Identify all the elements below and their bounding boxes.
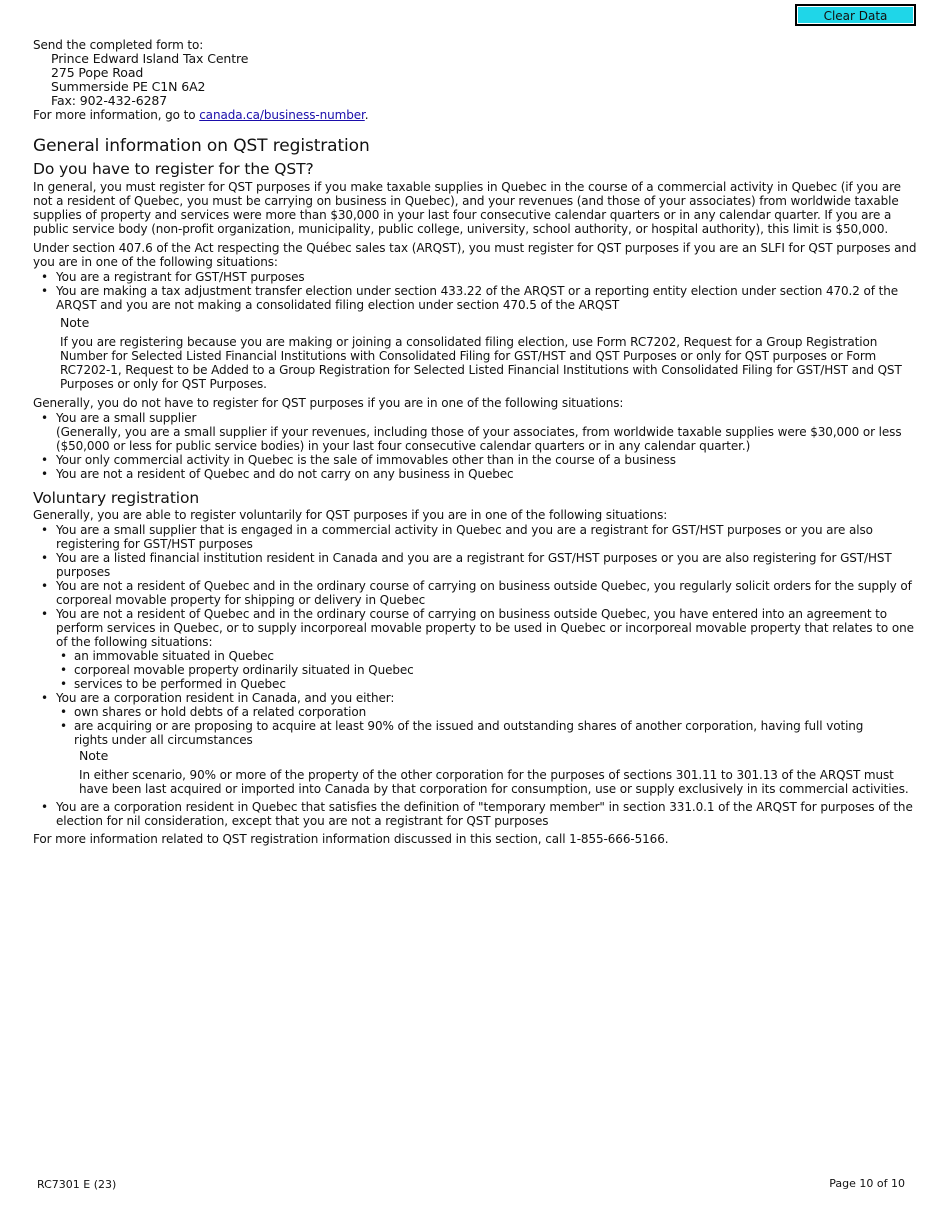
sub-list-item: • an immovable situated in Quebec — [56, 649, 918, 663]
sub-list-item: • are acquiring or are proposing to acquire at least 90% of the issued and outstanding shares of another corporation, having full voting rights under all circumstances — [56, 719, 918, 747]
note-body: If you are registering because you are making or joining a consolidated filing election, use Form RC7202, Request for a Group Registration Number for Selected Listed Financial Institutions with Consolidated Filing for GST/HST and QST Purposes or only for QST purposes or Form RC7202-1, Request to be Added to a Group Registration for Selected Listed Financial Institutions with Consolidated Filing for GST/HST and QST Purposes or only for QST Purposes. — [60, 335, 902, 391]
form-identifier: RC7301 E (23) — [37, 1178, 117, 1191]
note-title: Note — [60, 315, 90, 330]
more-info-line — [33, 108, 918, 122]
bullet-list — [33, 411, 918, 481]
list-item-text: You are a corporation resident in Canada, and you either: — [56, 691, 395, 705]
clear-data-button[interactable]: Clear Data — [796, 5, 915, 25]
page-title: General information on QST registration — [33, 136, 370, 156]
list-item: • You are not a resident of Quebec and in the ordinary course of carrying on business outside Quebec, you regularly solicit orders for the supply of corporeal movable property for shipping or delivery in Quebec — [33, 579, 918, 607]
list-item-text: You are not a resident of Quebec and in the ordinary course of carrying on business outside Quebec, you have entered into an agreement to perform services in Quebec, or to supply incorporeal movable property to be used in Quebec or incorporeal movable property that relates to one of the following situations: — [56, 607, 914, 649]
send-intro: Send the completed form to: — [33, 38, 204, 52]
page-number: Page 10 of 10 — [829, 1177, 905, 1190]
note-box — [33, 316, 918, 391]
note-body: In either scenario, 90% or more of the property of the other corporation for the purposes of sections 301.11 to 301.13 of the ARQST must have been last acquired or imported into Canada by that corporation for consumption, use or supply exclusively in its commercial activities. — [79, 768, 909, 796]
sub-list-item: • corporeal movable property ordinarily situated in Quebec — [56, 663, 918, 677]
note-title: Note — [79, 748, 109, 763]
list-item: • You are a registrant for GST/HST purposes — [33, 270, 918, 284]
list-item: • You are not a resident of Quebec and do not carry on any business in Quebec — [33, 467, 918, 481]
list-item — [33, 607, 918, 691]
sub-list — [56, 705, 918, 747]
list-item: • You are a listed financial institution resident in Canada and you are a registrant for GST/HST purposes or you are also registering for GST/HST purposes — [33, 551, 918, 579]
form-page-content — [33, 38, 918, 851]
list-item: • Your only commercial activity in Quebec is the sale of immovables other than in the course of a business — [33, 453, 918, 467]
list-item: • You are a corporation resident in Quebec that satisfies the definition of "temporary member" in section 331.0.1 of the ARQST for purposes of the election for nil consideration, except that you are not a registrant for QST purposes — [33, 800, 918, 828]
bullet-list — [33, 523, 918, 828]
address-line: Fax: 902-432-6287 — [51, 93, 168, 108]
closing-paragraph: For more information related to QST registration information discussed in this section, call 1-855-666-5166. — [33, 832, 669, 846]
bullet-list — [33, 270, 918, 312]
sub-list-item: • own shares or hold debts of a related corporation — [56, 705, 918, 719]
section-heading-voluntary: Voluntary registration — [33, 489, 200, 507]
sub-list — [56, 649, 918, 691]
paragraph: Generally, you are able to register voluntarily for QST purposes if you are in one of the following situations: — [33, 508, 668, 522]
address-line: Prince Edward Island Tax Centre — [51, 51, 249, 66]
mailing-address — [33, 52, 918, 108]
list-item — [33, 691, 918, 796]
list-item: • You are making a tax adjustment transfer election under section 433.22 of the ARQST or a reporting entity election under section 470.2 of the ARQST and you are not making a consolidated filing election under section 470.5 of the ARQST — [33, 284, 918, 312]
section-heading-register: Do you have to register for the QST? — [33, 160, 314, 178]
list-item: • You are a small supplier that is engaged in a commercial activity in Quebec and you are a registrant for GST/HST purposes or you are also registering for GST/HST purposes — [33, 523, 918, 551]
sub-list-item: • services to be performed in Quebec — [56, 677, 918, 691]
more-info-prefix: For more information, go to — [33, 108, 200, 122]
note-box — [56, 749, 918, 796]
paragraph: Under section 407.6 of the Act respecting the Québec sales tax (ARQST), you must register for QST purposes if you are an SLFI for QST purposes and you are in one of the following situations: — [33, 241, 917, 269]
more-info-suffix: . — [364, 108, 369, 122]
address-line: Summerside PE C1N 6A2 — [51, 79, 206, 94]
paragraph: In general, you must register for QST purposes if you make taxable supplies in Quebec in the course of a commercial activity in Quebec (if you are not a resident of Quebec, you must be carrying on business in Quebec), and your revenues (and those of your associates) from worldwide taxable supplies of property and services were more than $30,000 in your last four consecutive calendar quarters or in any calendar quarter. If you are a public service body (non-profit organization, municipality, public college, university, school authority, or hospital authority), this limit is $50,000. — [33, 180, 901, 236]
address-line: 275 Pope Road — [51, 65, 144, 80]
list-item: • You are a small supplier (Generally, you are a small supplier if your revenues, including those of your associates, from worldwide taxable supplies were $30,000 or less ($50,000 or less for public service bodies) in your last four consecutive calendar quarters or in any calendar quarter.) — [33, 411, 918, 453]
paragraph: Generally, you do not have to register for QST purposes if you are in one of the following situations: — [33, 396, 624, 410]
business-number-link[interactable]: canada.ca/business-number — [199, 108, 365, 122]
